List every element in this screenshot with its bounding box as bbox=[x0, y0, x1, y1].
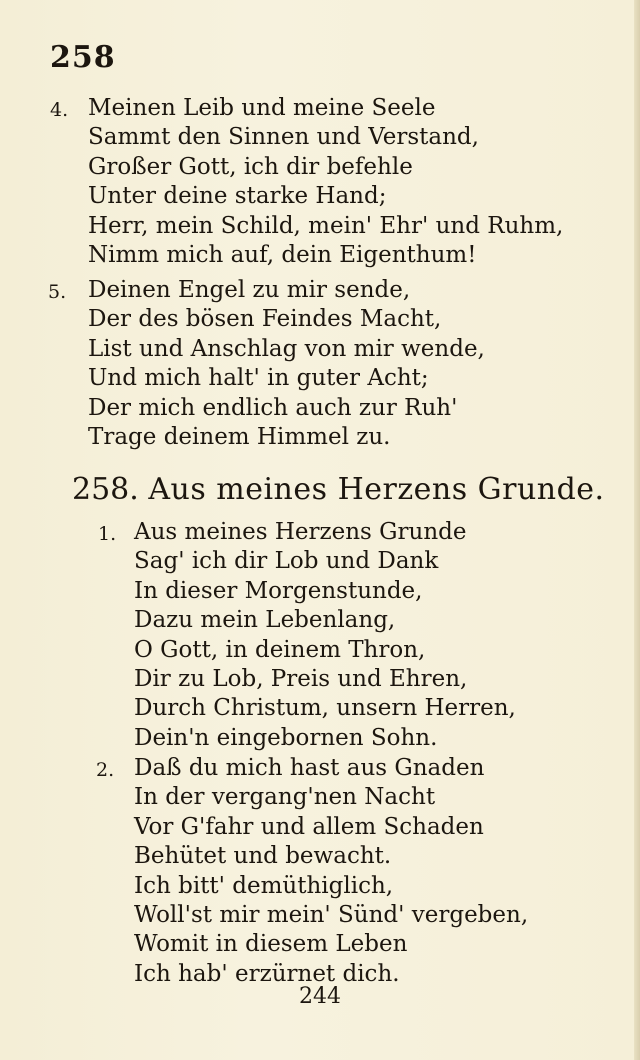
verse-line: Unter deine starke Hand; bbox=[88, 183, 387, 210]
verse-line: Großer Gott, ich dir befehle bbox=[88, 153, 413, 180]
hymn-title: Aus meines Herzens Grunde. bbox=[148, 472, 605, 507]
hymn-number: 258. bbox=[72, 472, 139, 507]
verse-line: Sag' ich dir Lob und Dank bbox=[134, 548, 439, 575]
verse-line: Ich hab' erzürnet dich. bbox=[134, 960, 400, 987]
verse-line: Aus meines Herzens Grunde bbox=[134, 519, 467, 545]
verse-line: Und mich halt' in guter Acht; bbox=[88, 365, 429, 392]
stanza-number: 2. bbox=[96, 759, 115, 781]
verse-line: Herr, mein Schild, mein' Ehr' und Ruhm, bbox=[88, 212, 564, 239]
verse-line: Daß du mich hast aus Gnaden bbox=[134, 755, 485, 781]
verse-line: In der vergang'nen Nacht bbox=[134, 784, 436, 811]
verse-line: Ich bitt' demüthiglich, bbox=[134, 872, 394, 899]
verse-line: Durch Christum, unsern Herren, bbox=[134, 695, 516, 722]
stanza-number: 1. bbox=[98, 523, 117, 545]
verse-line: Woll'st mir mein' Sünd' vergeben, bbox=[134, 902, 529, 929]
verse-line: Vor G'fahr und allem Schaden bbox=[134, 813, 484, 840]
verse-line: Meinen Leib und meine Seele bbox=[88, 95, 436, 121]
verse-line: Deinen Engel zu mir sende, bbox=[88, 277, 411, 303]
verse-line: In dieser Morgenstunde, bbox=[134, 577, 423, 604]
verse-line: Womit in diesem Leben bbox=[134, 931, 408, 958]
verse-line: Sammt den Sinnen und Verstand, bbox=[88, 124, 479, 151]
verse-line: Dein'n eingebornen Sohn. bbox=[134, 724, 438, 751]
verse-line: Dazu mein Lebenlang, bbox=[134, 607, 396, 634]
page-header-number: 258 bbox=[50, 40, 116, 75]
verse-line: List und Anschlag von mir wende, bbox=[88, 335, 485, 362]
verse-line: Behütet und bewacht. bbox=[134, 843, 392, 870]
verse-line: Trage deinem Himmel zu. bbox=[88, 424, 391, 451]
stanza-number: 5. bbox=[48, 281, 67, 303]
verse-line: O Gott, in deinem Thron, bbox=[134, 636, 426, 663]
stanza-number: 4. bbox=[50, 99, 69, 121]
hymn-heading bbox=[72, 470, 605, 510]
verse-line: Der mich endlich auch zur Ruh' bbox=[88, 394, 458, 421]
page-edge bbox=[634, 0, 640, 1060]
verse-line: Dir zu Lob, Preis und Ehren, bbox=[134, 666, 468, 693]
verse-line: Nimm mich auf, dein Eigenthum! bbox=[88, 242, 477, 269]
verse-line: Der des bösen Feindes Macht, bbox=[88, 306, 442, 333]
page-footer-number: 244 bbox=[299, 984, 341, 1009]
